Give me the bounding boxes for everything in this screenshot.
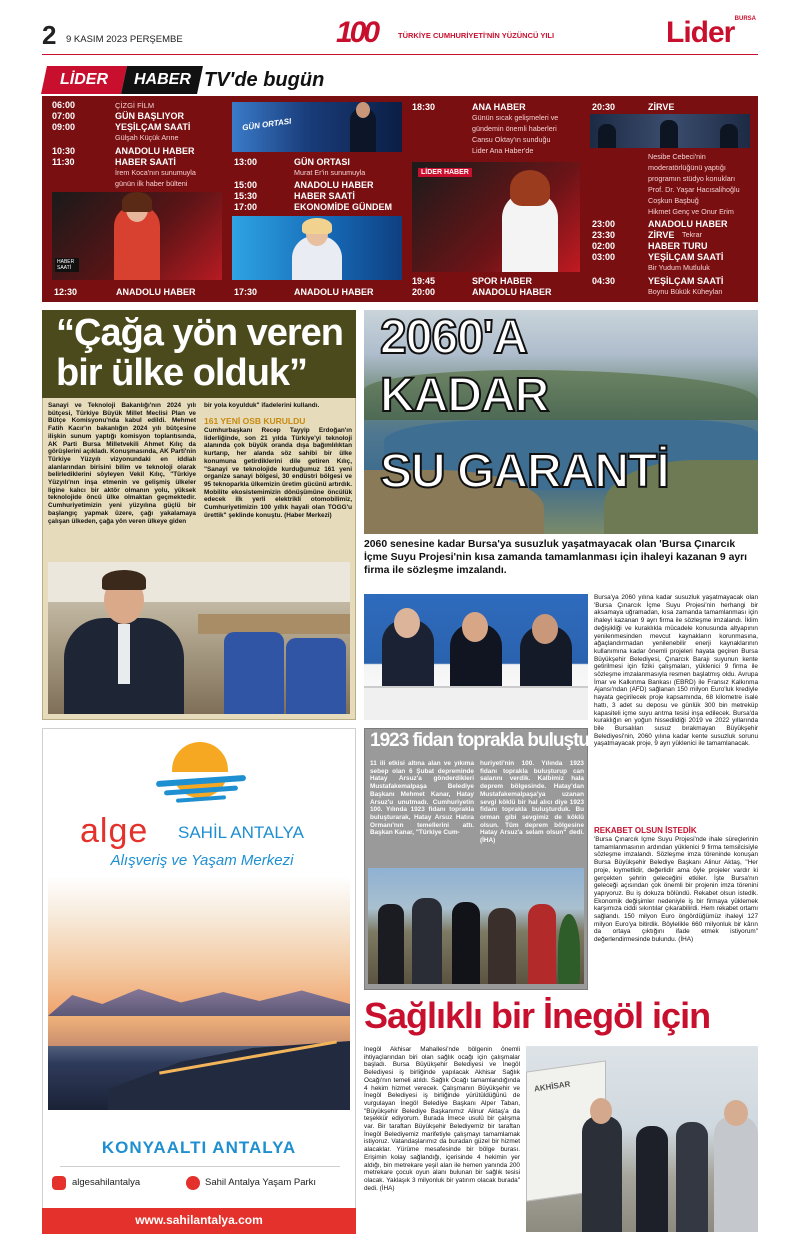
article2-body-1: Bursa'ya 2060 yılına kadar susuzluk yaşatmayacak olan 'Bursa Çınarcık İçme Suyu Projesi'nin herhangi bir aksamaya uğramadan, kısa zamanda tamamlanması için ihaleyi kazanan 9 ayrı firma ile sözleşme imzalandı. İklim değişikliği ve kuraklıkla mücadele konusunda altyapının yenilenmesinden mevcut kaynakların korunmasına, ağaçlandırmadan yenilenebilir enerji kaynaklarının kullanımına kadar önemli projeleri hayata geçiren Bursa Büyükşehir Belediyesi, Çınarcık Barajı suyunun kente getirilmesi için fiziki çalışmaları, yüklenici 9 firma ile sözleşme imzalanmasıyla resmen başlatmış oldu. Avrupa İmar ve Kalkınma Bankası (EBRD) ile Fransız Kalkınma Ajansı'ndan (AFD) sağlanan 150 milyon Euro'luk krediyle hayata geçirilecek proje kapsamında, 68 kilometre isale hattı, 3 adet su deposu ve günlük 300 bin metreküp kapasiteli içme suyu arıtma tesisi inşa edilecek. Bursa'da kuraklığın en yoğun hissedildiği 2019 ve 2022 yıllarında bile Bursalıları susuz bırakmayan Büyükşehir Belediyesi'nin, 2060 yılına kadar kente susuzluk sorunu yaşatmayacak proje, 9 ayrı yüklenici ile tamamlanacak. bbox=[594, 594, 758, 748]
prog-gun-ortasi: GÜN ORTASI bbox=[294, 157, 350, 167]
time-1130: 11:30 bbox=[52, 157, 75, 167]
prog-bottom-anadolu-3: ANADOLU HABER bbox=[472, 287, 552, 297]
time-0900: 09:00 bbox=[52, 122, 76, 132]
time-1830: 18:30 bbox=[412, 102, 436, 112]
tv-schedule bbox=[42, 66, 758, 302]
prog-anadolu-haber-4: ANADOLU HABER bbox=[648, 219, 728, 229]
ad-brand-sub: SAHİL ANTALYA bbox=[178, 823, 304, 842]
article1-headline-2: bir ülke olduk” bbox=[56, 352, 308, 394]
time-2000: 20:00 bbox=[412, 287, 436, 297]
article2-deck: 2060 senesine kadar Bursa'ya susuzluk yaşatmayacak olan 'Bursa Çınarcık İçme Suyu Projesi'nin kısa zamanda tamamlanması için ihaleyi kazanan 9 ayrı firma ile sözleşme imzalandı. bbox=[364, 539, 748, 576]
ad-location: KONYAALTI ANTALYA bbox=[101, 1138, 297, 1157]
article1-subhead: 161 YENİ OSB KURULDU bbox=[204, 416, 306, 426]
instagram-icon bbox=[52, 1176, 66, 1190]
category-cartoon: ÇİZGİ FİLM bbox=[115, 101, 155, 110]
ad-brand: alge bbox=[80, 812, 149, 850]
time-1945: 19:45 bbox=[412, 276, 436, 286]
desc-zirve-3: programın stüdyo konukları bbox=[648, 174, 736, 183]
tv-photo-zirve bbox=[590, 114, 750, 148]
prog-anadolu-haber: ANADOLU HABER bbox=[115, 146, 195, 156]
ad-photo-antalya bbox=[48, 876, 350, 1110]
article3-body-left: 11 ili etkisi altına alan ve yıkıma sebep olan 6 Şubat depreminde Hatay Arsuz'a gönderdikleri Mustafakemalpaşa Belediye Başkanı Mehmet Kanar, Hatay Arsuz'u unutmadı. Cumhuriyetin 100. Yılında 1923 fidanı toprakla buluşturarak, Hatay Arsuz Hatıra Ormanı'nın temellerini attı. Başkan Kanar, "Türkiye Cum- bbox=[370, 760, 474, 837]
lider-logo bbox=[666, 16, 758, 50]
article2-subhead: REKABET OLSUN İSTEDİK bbox=[594, 826, 697, 835]
centenary-number: 100 bbox=[336, 16, 378, 49]
time-2030: 20:30 bbox=[592, 102, 616, 112]
prog-yesilcam-3: YEŞİLÇAM SAATİ bbox=[648, 276, 724, 286]
desc-irem-2: günün ilk haber bülteni bbox=[115, 179, 188, 188]
desc-boynu-bukuk: Boynu Bükük Küheylan bbox=[648, 287, 723, 296]
article2-headline-3: SU GARANTİ bbox=[380, 445, 669, 498]
tv-photo-gun-ortasi bbox=[232, 102, 402, 152]
desc-ana-2: gündemin önemli haberleri bbox=[472, 124, 557, 133]
prog-haber-saati: HABER SAATİ bbox=[115, 157, 176, 167]
ad-instagram: algesahilantalya bbox=[72, 1177, 141, 1188]
prog-bottom-anadolu-1: ANADOLU HABER bbox=[116, 287, 196, 297]
tekrar-label: Tekrar bbox=[682, 230, 702, 239]
tv-title: TV'de bugün bbox=[204, 69, 325, 91]
article2-body-2: 'Bursa Çınarcık İçme Suyu Projesi'nde ihale süreçlerinin tamamlanmasının ardından yüklenici 9 firma temsilcisiyle sözleşme imzalandı. Sözleşme imza töreninde konuşan Bursa Büyükşehir Belediye Başkanı Alinur Aktaş, "Her proje, kıymetlidir, değerlidir ama öyle projeler vardır ki gerçekten şehrin geleceğini etkiler. İşte Bursa'nın geleceği açısından çok önemli bir projenin imza törenini yapıyoruz. Bu iş dokuza bölündü. Rekabet olsun istedik. Ekonomik değişimler nedeniyle iş bir firmaya yüklemek karşımıza ciddi sıkıntılar çıkarabilirdi. Hem rekabet ortamı sağlandı. 150 milyon Euro öngördüğümüz ihaleyi 127 milyon Euro'ya bitirdik. Böylelikle 660 milyonluk bir kârın da ortaya çıktığını ifade etmek istiyorum" değerlendirmesinde bulundu. (İHA) bbox=[594, 836, 758, 944]
tv-photo-ana-haber bbox=[412, 162, 580, 272]
issue-date: 9 KASIM 2023 PERŞEMBE bbox=[66, 34, 183, 45]
page-number: 2 bbox=[42, 20, 57, 50]
time-1030: 10:30 bbox=[52, 146, 76, 156]
prog-anadolu-haber-2: ANADOLU HABER bbox=[294, 180, 374, 190]
desc-zirve-2: moderatörlüğünü yaptığı bbox=[648, 163, 726, 172]
ad-sun-logo bbox=[150, 742, 250, 806]
desc-irem: İrem Koca'nın sunumuyla bbox=[115, 168, 196, 177]
desc-ana-3: Cansu Oktay'ın sunduğu bbox=[472, 135, 551, 144]
time-1300: 13:00 bbox=[234, 157, 258, 167]
article4-headline: Sağlıklı bir İnegöl için bbox=[364, 995, 711, 1036]
desc-zirve-4: Prof. Dr. Yaşar Hacısalihoğlu bbox=[648, 185, 740, 194]
desc-ana-4: Lider Ana Haber'de bbox=[472, 146, 534, 155]
article2-headline-2: KADAR bbox=[380, 369, 549, 422]
desc-zirve-6: Hikmet Genç ve Onur Erim bbox=[648, 207, 734, 216]
time-0700: 07:00 bbox=[52, 111, 76, 121]
ad-website[interactable]: www.sahilantalya.com bbox=[135, 1213, 263, 1227]
desc-ana-1: Günün sıcak gelişmeleri ve bbox=[472, 113, 559, 122]
time-1730: 17:30 bbox=[234, 287, 258, 297]
prog-haber-turu: HABER TURU bbox=[648, 241, 708, 251]
prog-zirve: ZİRVE bbox=[648, 102, 675, 112]
article1-headline-1: “Çağa yön veren bbox=[56, 312, 343, 354]
logo-main: Lider bbox=[666, 16, 735, 49]
logo-sub: BURSA bbox=[734, 16, 756, 22]
prog-spor-haber: SPOR HABER bbox=[472, 276, 533, 286]
article4-body: İnegöl Akhisar Mahallesi'nde bölgenin önemli ihtiyaçlarından biri olan sağlık ocağı için çalışmalar başladı. Bursa Büyükşehir Belediyesi ve İnegöl Belediyesi iş birliğinde yapılacak Akhisar Sağlık Ocağı'nın temeli atıldı. Sağlık Ocağı tamamlandığında 4 hekim hizmet verecek. Çalışmanın Büyükşehir ve İnegöl Belediyesi iş birliğinde yürütüldüğünü de vurgulayan İnegöl Belediye Başkanı Alper Taban, "Büyükşehir Belediye Başkanımız Alinur Aktaş'a da teşekkür ediyorum. Burada İmece usulü bir çalışma var. Bir taraftan Büyükşehir Belediyemiz bir taraftan İnegöl Belediyemiz marifetiyle çalışmayı tamamlamak istiyoruz. Vatandaşlarımız da buradan güzel bir hizmet alacaklar. Yürüme mesafesinde bir bölge burası. Erişimin kolay sağlandığı, içerisinde 4 hekimin yer aldığı, bin metrekare yeşil alan ile hemen yanında 200 metrekare çocuk oyun alanı bulunan bir sağlık tesisi olacak. Yaklaşık 3 milyonluk bir yatırım olacak burada" dedi. (İHA) bbox=[364, 1046, 520, 1192]
time-2330: 23:30 bbox=[592, 230, 616, 240]
time-1700: 17:00 bbox=[234, 202, 258, 212]
time-0600: 06:00 bbox=[52, 100, 76, 110]
time-0200: 02:00 bbox=[592, 241, 616, 251]
prog-yesilcam: YEŞİLÇAM SAATİ bbox=[115, 122, 191, 132]
article3-photo-trees bbox=[368, 868, 584, 984]
tv-photo-ekonomi bbox=[232, 216, 402, 280]
article1-body-right: Cumhurbaşkanı Recep Tayyip Erdoğan'ın liderliğinde, son 21 yılda Türkiye'yi teknoloji alanında çok büyük oranda dışa bağımlılıktan kurtarıp, her alanda söz sahibi bir ülke konumuna getirdiklerini dile getiren Kılıç, "Sanayi ve teknolojide kurduğumuz 161 yeni organize sanayi bölgesi, 30 endüstri bölgesi ve 95 teknoparkla ülkemizin üretim gücünü artırdık. Mobilite ekosistemimizin dönüşümüne öncülük edecek ilk yerli elektrikli otomobilimiz, Cumhuriyetimizin 100 yıllık hayali olan TOGG'u ürettik" şeklinde konuştu. (Haber Merkezi) bbox=[204, 427, 352, 519]
facebook-icon bbox=[186, 1176, 200, 1190]
article3-body-right: huriyeti'nin 100. Yılında 1923 fidanı toprakla buluşturup can salarını verdik. Kalbimiz hala deprem bölgesinde. Hatay'dan Mustafakemalpaşa'ya uzanan sevgi köklü bir hal alıcı diye 1923 fidanı toprakla buluşturduk. Bu orman gibi sevgimiz de köklü olsun. Tüm deprem bölgesine Hatay Arsuz'a selam olsun" dedi. (İHA) bbox=[480, 760, 584, 845]
header-rule bbox=[42, 54, 758, 55]
article2-photo-signing bbox=[364, 594, 588, 720]
article1-body-right-top: bir yola koyulduk" ifadelerini kullandı. bbox=[204, 402, 320, 409]
prog-ana-haber: ANA HABER bbox=[472, 102, 526, 112]
article1-body-left: Sanayi ve Teknoloji Bakanlığı'nın 2024 yılı bütçesi, Türkiye Büyük Millet Meclisi Plan ve Bütçe Komisyonu'nda kabul edildi. Mehmet Fatih Kacır'ın bakanlığın 2024 yılı bütçesine ilişkin sunum yaptığı komisyon toplantısında, AK Parti Bursa Milletvekili Ahmet Kılıç da görüşlerini açıkladı. Konuşmasında, AK Parti'nin Türkiye Yüzyılı vizyonundaki en iddialı alanlarından birisini bilim ve teknoloji olarak belirlediklerini söyleyen Vekil Kılıç, "Türkiye Yüzyılı'nın inşa etmenin ve gelişmiş ülkeler ligine kalıcı bir aktör olmanın yolu, yüksek teknolojide öncü ülke olmaktan geçmektedir. Cumhuriyetimizin yeni yüzyılına güçlü bir başlangıç yapmak üzere, çağı yakalamaya çalışan ülkeden, çağa yön veren ülkeye giden bbox=[48, 402, 196, 525]
tv-photo-haber-saati bbox=[52, 192, 222, 280]
desc-zirve-1: Nesibe Cebeci'nin bbox=[648, 152, 706, 161]
photo-lider-logo: LİDER HABER bbox=[418, 168, 472, 177]
time-2300: 23:00 bbox=[592, 219, 616, 229]
gun-ortasi-photo-text: GÜN ORTASI bbox=[241, 116, 292, 133]
prog-yesilcam-2: YEŞİLÇAM SAATİ bbox=[648, 252, 724, 262]
time-1500: 15:00 bbox=[234, 180, 258, 190]
centenary-logo bbox=[336, 18, 606, 50]
article3-headline: 1923 fidan toprakla buluştu bbox=[370, 730, 589, 751]
prog-haber-saati-2: HABER SAATİ bbox=[294, 191, 355, 201]
prog-gun-basliyor: GÜN BAŞLIYOR bbox=[115, 111, 185, 121]
centenary-text: TÜRKİYE CUMHURİYETİ'NİN YÜZÜNCÜ YILI bbox=[398, 31, 555, 40]
tv-brand-haber: HABER bbox=[121, 66, 203, 94]
prog-ekonomide-gundem: EKONOMİDE GÜNDEM bbox=[294, 202, 393, 212]
prog-bottom-anadolu-2: ANADOLU HABER bbox=[294, 287, 374, 297]
ad-divider bbox=[60, 1166, 340, 1167]
ad-facebook: Sahil Antalya Yaşam Parkı bbox=[205, 1177, 317, 1188]
photo-sign-text: AKHİSAR bbox=[533, 1079, 571, 1094]
prog-zirve-tekrar: ZİRVE bbox=[648, 230, 675, 240]
haber-saati-badge: HABER SAATİ bbox=[55, 258, 79, 272]
time-0430: 04:30 bbox=[592, 276, 616, 286]
article1-photo-commission bbox=[48, 562, 350, 714]
tv-brand-lider: LİDER bbox=[41, 66, 127, 94]
desc-murat: Murat Er'in sunumuyla bbox=[294, 168, 366, 177]
article4-photo-ceremony bbox=[526, 1046, 758, 1232]
desc-gulsah: Gülşah Küçük Arıne bbox=[115, 133, 179, 142]
time-1230: 12:30 bbox=[54, 287, 78, 297]
article2-headline-1: 2060'A bbox=[380, 311, 527, 364]
time-1530: 15:30 bbox=[234, 191, 258, 201]
ad-tagline: Alışveriş ve Yaşam Merkezi bbox=[110, 852, 294, 869]
time-0300: 03:00 bbox=[592, 252, 616, 262]
desc-bir-yudum: Bir Yudum Mutluluk bbox=[648, 263, 710, 272]
desc-zirve-5: Coşkun Başbuğ bbox=[648, 196, 699, 205]
